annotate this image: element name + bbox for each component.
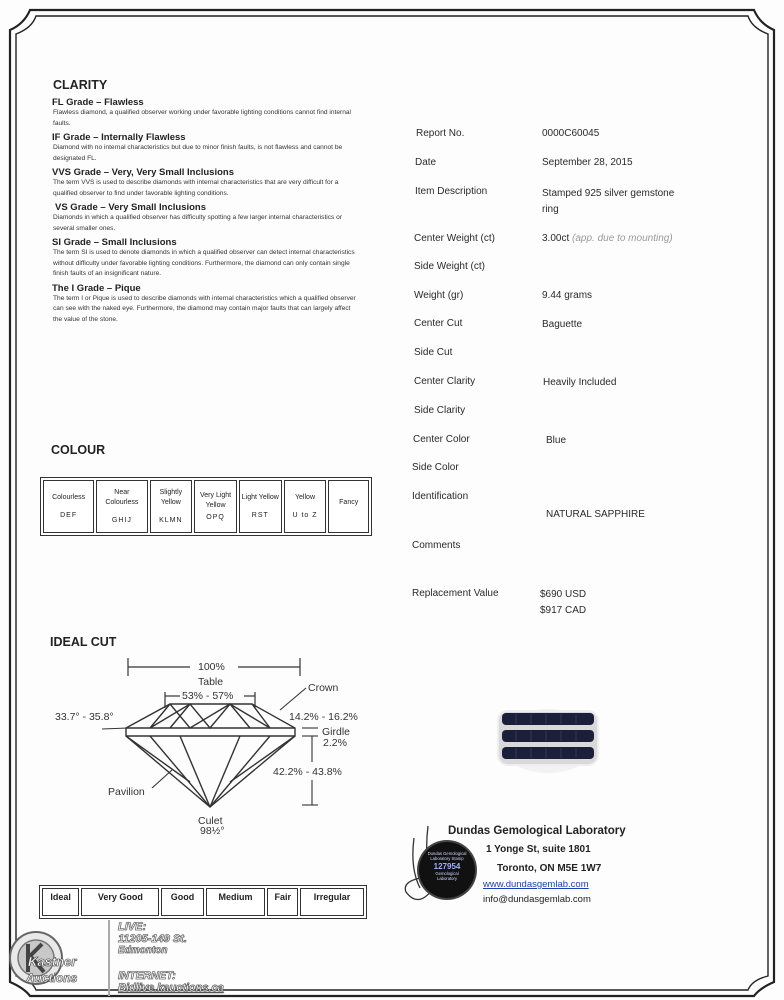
grade-description: The term VVS is used to describe diamonds with internal characteristics that are very difficult for a qualified observer to find under favorable lighting conditions.	[53, 179, 339, 197]
colour-cell-label: Yellow	[295, 493, 315, 501]
report-label: Side Weight (ct)	[414, 261, 485, 272]
replacement-label: Replacement Value	[412, 588, 499, 599]
grade-title: The I Grade – Pique	[52, 282, 141, 294]
report-label: Center Cut	[414, 318, 463, 329]
grade-title: VVS Grade – Very, Very Small Inclusions	[52, 167, 234, 178]
clarity-grade	[52, 283, 360, 326]
auction-live-label: LIVE:	[118, 921, 147, 933]
report-value: September 28, 2015	[542, 157, 633, 168]
diamond-outline	[126, 704, 295, 807]
report-details	[414, 0, 754, 620]
grade-title: FL Grade – Flawless	[52, 97, 144, 108]
colour-cell-grades: DEF	[60, 511, 78, 519]
report-label: Date	[415, 157, 437, 168]
pavilion-pointer	[152, 770, 172, 788]
pavilion-label: Pavilion	[108, 786, 145, 798]
colour-cell	[284, 480, 327, 533]
replacement-cad: $917 CAD	[540, 605, 587, 616]
table-range-label: 53% - 57%	[182, 690, 234, 702]
clarity-grade-list	[52, 97, 360, 328]
colour-cell	[43, 480, 94, 533]
grade-description: Flawless diamond, a qualified observer working under favorable lighting conditions cannot find internal faults.	[53, 109, 351, 127]
clarity-grade	[52, 97, 360, 129]
auction-internet-label: INTERNET:	[118, 970, 176, 982]
report-label: Center Color	[413, 434, 470, 445]
replacement-usd: $690 USD	[540, 589, 587, 600]
report-value: Heavily Included	[543, 377, 617, 388]
auction-live-info	[118, 921, 187, 957]
clarity-heading: CLARITY	[53, 78, 108, 92]
diamond-cut-diagram	[40, 652, 380, 834]
report-label: Identification	[412, 491, 469, 502]
report-value-note: (app. due to mounting)	[572, 233, 673, 244]
report-label: Center Clarity	[414, 376, 476, 387]
report-label: Report No.	[416, 128, 465, 139]
seal-number: 127954	[433, 861, 461, 871]
report-value: NATURAL SAPPHIRE	[546, 509, 645, 520]
girdle-label: Girdle	[322, 726, 351, 738]
auction-live-city: Edmonton	[118, 945, 168, 956]
report-value: Baguette	[542, 319, 583, 330]
auction-brand-bottom: Auctions	[26, 971, 78, 985]
colour-cell-grades: OPQ	[206, 513, 225, 521]
colour-cell-label: Near Colourless	[105, 488, 139, 506]
cut-grade-cell: Medium	[206, 888, 266, 916]
crown-height-label: 14.2% - 16.2%	[289, 711, 358, 723]
auction-internet-info	[118, 970, 224, 994]
girdle-value: 2.2%	[323, 737, 347, 749]
ring-photo	[496, 701, 600, 775]
report-label: Center Weight (ct)	[414, 233, 495, 244]
colour-cell-label: Very Light Yellow	[200, 491, 232, 509]
clarity-grade	[52, 237, 360, 280]
clarity-grade	[52, 132, 360, 164]
total-width-label: 100%	[198, 661, 225, 673]
colour-cell-label: Slightly Yellow	[159, 488, 183, 506]
report-label: Weight (gr)	[414, 290, 464, 301]
auction-watermark-logo	[6, 928, 106, 994]
colour-cell-grades: U to Z	[292, 511, 318, 519]
colour-cell	[96, 480, 147, 533]
lab-seal	[419, 842, 475, 898]
report-value: Stamped 925 silver gemstone ring	[542, 188, 675, 215]
lab-website-link[interactable]: www.dundasgemlab.com	[483, 879, 589, 890]
grade-description: Diamond with no internal characteristics but due to minor finish faults, is not flawless and cannot be designated FL.	[53, 144, 343, 162]
report-value-group	[542, 233, 673, 244]
lab-name: Dundas Gemological Laboratory	[448, 825, 626, 837]
report-value: 3.00ct	[542, 233, 570, 244]
cut-grade-table	[39, 885, 367, 919]
colour-cell	[194, 480, 237, 533]
lab-address-line1: 1 Yonge St, suite 1801	[486, 844, 591, 855]
report-value: 9.44 grams	[542, 290, 593, 301]
report-label: Item Description	[415, 186, 488, 197]
crown-angle-pointer	[102, 728, 128, 729]
seal-text-line: Laboratory	[436, 875, 458, 881]
colour-cell-grades: KLMN	[159, 516, 183, 524]
report-label: Side Color	[412, 462, 459, 473]
colour-cell-grades: RST	[251, 511, 269, 519]
colour-cell-grades: GHIJ	[111, 516, 132, 524]
watermark-divider	[108, 920, 110, 996]
colour-heading: COLOUR	[51, 443, 106, 457]
clarity-grade	[52, 202, 360, 234]
lab-address-line2: Toronto, ON M5E 1W7	[497, 863, 602, 874]
clarity-grade	[52, 167, 360, 199]
lab-email: info@dundasgemlab.com	[483, 894, 591, 905]
seal-text-line: Dundas Gemological	[427, 851, 467, 856]
colour-cell-label: Fancy	[339, 498, 359, 506]
grade-description: The term I or Pique is used to describe diamonds with internal characteristics which a qualified observer can see with the naked eye. Furthermore, the diamond may contain major faults that can largely affect the value of the stone.	[53, 294, 356, 323]
report-label: Comments	[412, 540, 461, 551]
grade-description: Diamonds in which a qualified observer has difficulty spotting a few larger internal characteristics or several smaller ones.	[53, 214, 343, 232]
cut-grade-cell: Irregular	[300, 888, 364, 916]
table-label: Table	[198, 676, 224, 688]
auction-internet-url[interactable]: Bidlive.kauctions.ca	[118, 982, 224, 994]
report-value: 0000C60045	[542, 128, 600, 139]
report-label: Side Clarity	[414, 405, 466, 416]
crown-pointer	[280, 688, 306, 710]
colour-cell	[239, 480, 282, 533]
grade-title: VS Grade – Very Small Inclusions	[55, 202, 207, 213]
colour-scale-table	[40, 477, 372, 536]
culet-value: 98½°	[200, 825, 225, 834]
cut-grade-cell: Very Good	[81, 888, 159, 916]
colour-cell	[328, 480, 369, 533]
auction-live-address: 11205-149 St.	[118, 933, 187, 945]
auction-brand-top: Kastner	[28, 954, 77, 969]
seal-text-line: Laboratory Stamp	[430, 856, 464, 862]
cut-grade-cell: Good	[161, 888, 203, 916]
grade-description: The term SI is used to denote diamonds in which a qualified observer can detect internal characteristics without difficulty under favorable lighting conditions. Furthermore, the diamond can only contain single finish faults of an insignificant nature.	[53, 249, 355, 277]
grade-title: SI Grade – Small Inclusions	[52, 237, 177, 248]
colour-cell-label: Light Yellow	[241, 493, 279, 501]
ideal-cut-heading: IDEAL CUT	[50, 635, 117, 649]
grade-title: IF Grade – Internally Flawless	[52, 132, 186, 143]
seal-text-line: Gemological	[435, 870, 459, 876]
culet-label: Culet	[198, 815, 223, 827]
cut-grade-cell: Ideal	[42, 888, 79, 916]
report-label: Side Cut	[414, 347, 453, 358]
pavilion-depth-label: 42.2% - 43.8%	[273, 766, 342, 778]
crown-label: Crown	[308, 682, 339, 694]
cut-grade-cell: Fair	[267, 888, 298, 916]
report-value: Blue	[546, 435, 567, 446]
colour-cell-label: Colourless	[52, 493, 86, 501]
colour-cell	[150, 480, 193, 533]
crown-angle-label: 33.7° - 35.8°	[55, 711, 114, 723]
